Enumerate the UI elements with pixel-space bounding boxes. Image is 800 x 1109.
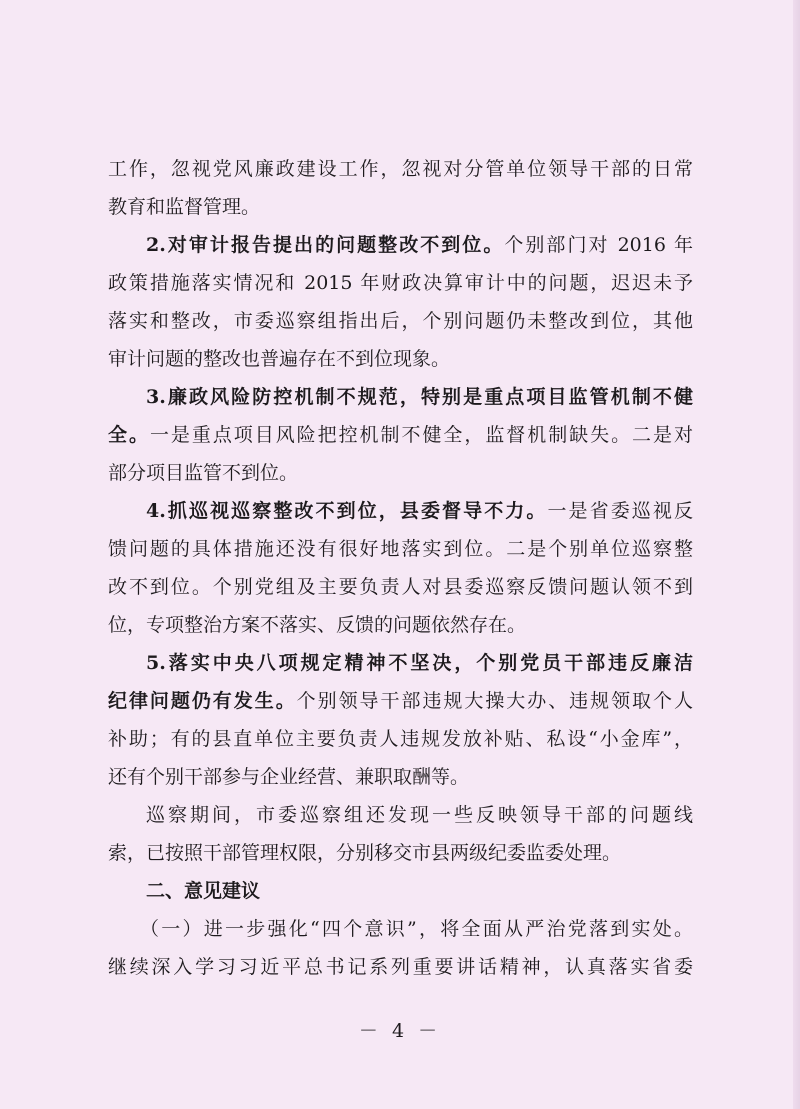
body-line-1: 工作，忽视党风廉政建设工作，忽视对分管单位领导干部的日常 bbox=[108, 158, 693, 180]
body-line-18: 巡察期间，市委巡察组还发现一些反映领导干部的问题线 bbox=[146, 804, 693, 826]
body-line-13: 位，专项整治方案不落实、反馈的问题依然存在。 bbox=[108, 614, 527, 636]
body-line-12: 改不到位。个别党组及主要负责人对县委巡察反馈问题认领不到 bbox=[108, 576, 693, 598]
section-item-4-line-1: 4.抓巡视巡察整改不到位，县委督导不力。一是省委巡视反 bbox=[146, 500, 693, 522]
section-item-5-heading: 5.落实中央八项规定精神不坚决，个别党员干部违反廉洁 bbox=[146, 652, 693, 674]
subsection-1-line-1: （一）进一步强化“四个意识”，将全面从严治党落到实处。 bbox=[140, 918, 693, 940]
body-line-19: 索，已按照干部管理权限，分别移交市县两级纪委监委处理。 bbox=[108, 842, 622, 864]
page-number: － 4 － bbox=[358, 1020, 442, 1042]
section-item-3-heading: 3.廉政风险防控机制不规范，特别是重点项目监管机制不健 bbox=[146, 386, 693, 408]
body-line-22: 继续深入学习习近平总书记系列重要讲话精神，认真落实省委 bbox=[108, 956, 693, 978]
page-edge-shadow bbox=[793, 0, 800, 1109]
section-heading-recommendations: 二、意见建议 bbox=[146, 880, 261, 902]
body-line-5: 落实和整改，市委巡察组指出后，个别问题仍未整改到位，其他 bbox=[108, 310, 693, 332]
section-item-3-line-1 bbox=[108, 378, 693, 416]
section-item-5-line-1 bbox=[108, 644, 693, 682]
document-body bbox=[108, 150, 693, 986]
body-line-17: 还有个别干部参与企业经营、兼职取酬等。 bbox=[108, 766, 470, 788]
section-item-3-line-2: 全。一是重点项目风险把控机制不健全，监督机制缺失。二是对 bbox=[108, 424, 693, 446]
body-line-9: 部分项目监管不到位。 bbox=[108, 462, 299, 484]
section-item-5-line-2: 纪律问题仍有发生。个别领导干部违规大操大办、违规领取个人 bbox=[108, 690, 693, 712]
body-line-11: 馈问题的具体措施还没有很好地落实到位。二是个别单位巡察整 bbox=[108, 538, 693, 560]
body-line-16: 补助；有的县直单位主要负责人违规发放补贴、私设“小金库”， bbox=[108, 728, 693, 750]
body-line-6: 审计问题的整改也普遍存在不到位现象。 bbox=[108, 348, 451, 370]
section-item-4-heading: 4.抓巡视巡察整改不到位，县委督导不力。 bbox=[146, 500, 548, 522]
section-item-2-line-1: 2.对审计报告提出的问题整改不到位。个别部门对 2016 年 bbox=[146, 234, 693, 256]
section-item-2-heading: 2.对审计报告提出的问题整改不到位。 bbox=[146, 234, 505, 256]
body-line-2: 教育和监督管理。 bbox=[108, 196, 261, 218]
body-line-4: 政策措施落实情况和 2015 年财政决算审计中的问题，迟迟未予 bbox=[108, 272, 693, 294]
